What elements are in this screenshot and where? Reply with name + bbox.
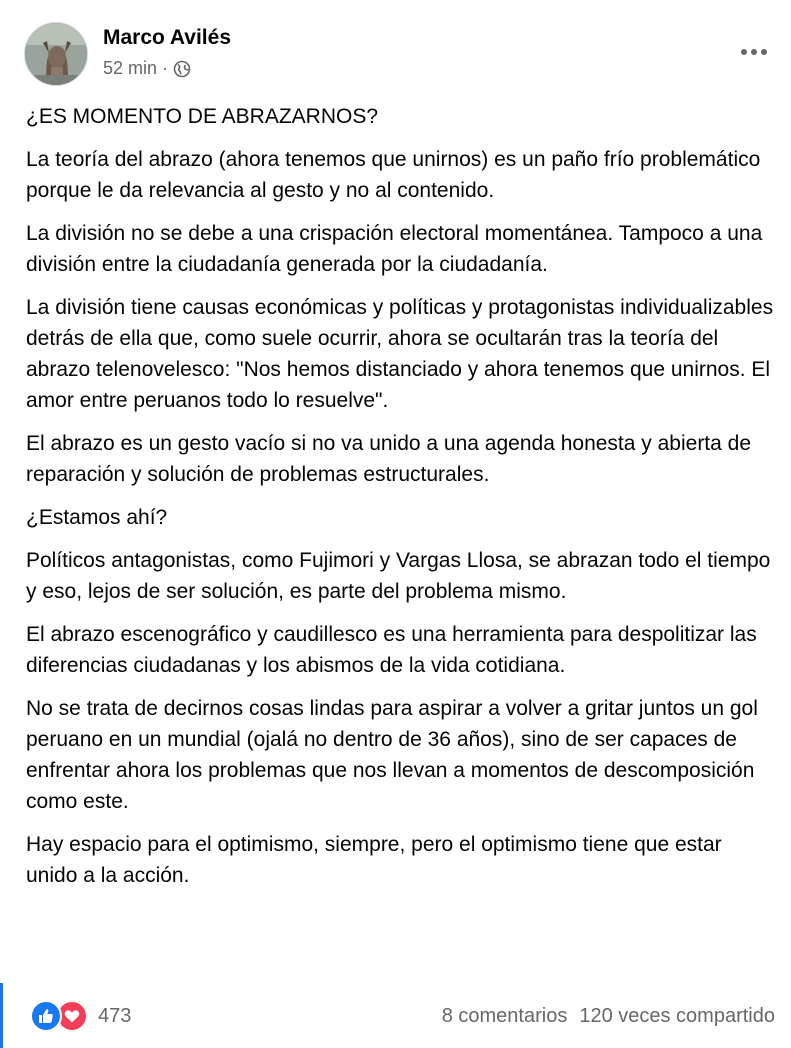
author-name[interactable]: Marco Avilés bbox=[103, 26, 231, 49]
post-paragraph: La teoría del abrazo (ahora tenemos que unirnos) es un paño frío problemático porque le da relevancia al gesto y no al contenido. bbox=[26, 148, 761, 202]
like-reaction-icon bbox=[30, 1000, 62, 1032]
post-paragraph: El abrazo escenográfico y caudillesco es una herramienta para despolitizar las diferencias ciudadanas y los abismos de la vida cotidiana. bbox=[26, 623, 757, 677]
post-footer bbox=[30, 998, 775, 1034]
post-header bbox=[24, 22, 774, 86]
post-paragraph: El abrazo es un gesto vacío si no va unido a una agenda honesta y abierta de reparación y solución de problemas estructurales. bbox=[26, 432, 752, 486]
post-paragraph: La división no se debe a una crispación electoral momentánea. Tampoco a una división entre la ciudadanía generada por la ciudadanía. bbox=[26, 222, 763, 276]
post-text bbox=[26, 101, 776, 903]
post-paragraph: Políticos antagonistas, como Fujimori y Vargas Llosa, se abrazan todo el tiempo y eso, lejos de ser solución, es parte del problema mismo. bbox=[26, 549, 771, 603]
post-paragraph: ¿ES MOMENTO DE ABRAZARNOS? bbox=[26, 105, 379, 128]
reactions-summary[interactable] bbox=[30, 998, 131, 1034]
post-time[interactable]: 52 min bbox=[103, 58, 158, 78]
reaction-count: 473 bbox=[98, 1004, 132, 1027]
post-paragraph: La división tiene causas económicas y políticas y protagonistas individualizables detrás de ella que, como suele ocurrir, ahora se ocultarán tras la teoría del abrazo telenovelesco: "Nos hemos distanciado y ahora tenemos que unirnos. El amor entre peruanos todo lo resuelve". bbox=[26, 296, 774, 412]
avatar[interactable] bbox=[24, 22, 88, 86]
more-options-button[interactable] bbox=[734, 36, 774, 68]
shares-count-link[interactable]: 120 veces compartido bbox=[579, 1004, 775, 1027]
globe-icon[interactable] bbox=[173, 60, 191, 78]
post-paragraph: Hay espacio para el optimismo, siempre, pero el optimismo tiene que estar unido a la acción. bbox=[26, 833, 722, 887]
focus-accent-bar bbox=[0, 983, 3, 1048]
meta-separator: · bbox=[162, 58, 169, 78]
more-dots-icon bbox=[740, 48, 768, 56]
post-stats bbox=[442, 998, 775, 1034]
post-meta bbox=[103, 58, 191, 79]
post-paragraph: No se trata de decirnos cosas lindas para aspirar a volver a gritar juntos un gol peruano en un mundial (ojalá no dentro de 36 años), sino de ser capaces de enfrentar ahora los problemas que nos llevan a momentos de descomposición como este. bbox=[26, 697, 758, 813]
post-paragraph: ¿Estamos ahí? bbox=[26, 506, 168, 529]
avatar-image bbox=[25, 23, 88, 86]
comments-count-link[interactable]: 8 comentarios bbox=[441, 1004, 568, 1027]
